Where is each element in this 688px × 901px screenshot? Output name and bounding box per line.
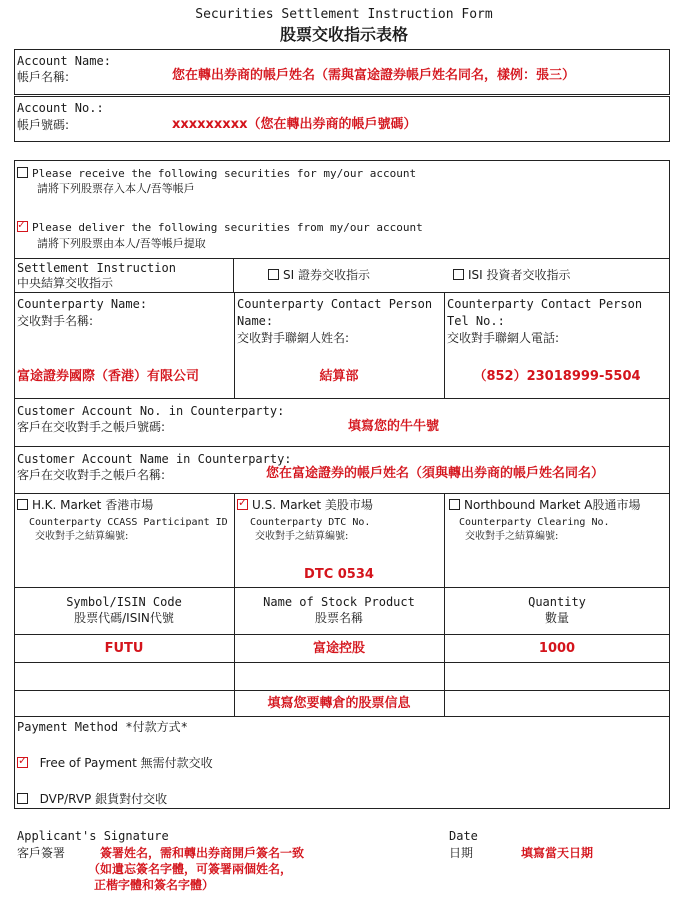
header-name-en: Name of Stock Product (263, 595, 415, 609)
us-sub-zh: 交收對手之結算編號: (255, 531, 349, 542)
header-name-zh: 股票名稱 (314, 611, 363, 625)
account-no-value[interactable]: xxxxxxxxx（您在轉出券商的帳戶號碼） (172, 117, 417, 132)
signature-label-en: Applicant's Signature (17, 829, 169, 843)
si-label: SI 證券交收指示 (283, 268, 370, 282)
hk-market-checkbox[interactable] (17, 499, 28, 510)
customer-account-name-label-zh: 客戶在交收對手之帳戶名稱: (17, 468, 166, 482)
signature-note-1[interactable]: 簽署姓名，需和轉出券商開戶簽名一致 (100, 846, 305, 860)
si-option[interactable] (268, 268, 370, 282)
stock-symbol[interactable]: FUTU (104, 641, 144, 656)
hk-sub-en: Counterparty CCASS Participant ID (29, 517, 228, 528)
nb-sub-zh: 交收對手之結算編號: (465, 531, 559, 542)
hk-market-option[interactable] (17, 498, 153, 512)
counterparty-name-label-en: Counterparty Name: (17, 297, 148, 311)
hk-market-label: H.K. Market 香港市場 (32, 498, 154, 512)
settlement-label-zh: 中央結算交收指示 (17, 276, 114, 290)
signature-label-zh: 客戶簽署 (17, 846, 66, 860)
nb-market-checkbox[interactable] (449, 499, 460, 510)
stock-info-note: 填寫您要轉倉的股票信息 (267, 696, 411, 711)
contact-label-zh: 交收對手聯網人姓名: (237, 331, 350, 345)
settlement-label-en: Settlement Instruction (17, 261, 176, 275)
receive-label-zh: 請將下列股票存入本人/吾等帳戶 (37, 182, 195, 195)
header-quantity-en: Quantity (528, 595, 586, 609)
contact-label-en2: Name: (237, 314, 274, 328)
deliver-checkbox[interactable] (17, 221, 28, 232)
signature-note-2: （如遺忘簽名字體，可簽署兩個姓名， (88, 862, 293, 876)
contact-value[interactable]: 結算部 (319, 369, 359, 384)
nb-market-option[interactable] (449, 498, 640, 512)
tel-value[interactable]: （852）23018999-5504 (473, 369, 641, 384)
isi-checkbox[interactable] (453, 269, 464, 280)
fop-label: Free of Payment 無需付款交收 (39, 756, 213, 770)
us-market-label: U.S. Market 美股市場 (252, 498, 373, 512)
deliver-label-en: Please deliver the following securities from my/our account (32, 221, 423, 234)
account-no-label-en: Account No.: (17, 101, 104, 115)
payment-method-label: Payment Method *付款方式* (17, 720, 188, 734)
header-symbol-zh: 股票代碼/ISIN代號 (74, 611, 174, 625)
dvp-option[interactable] (17, 792, 167, 806)
us-dtc-value[interactable]: DTC 0534 (304, 567, 374, 582)
us-market-option[interactable] (237, 498, 373, 512)
tel-label-en1: Counterparty Contact Person (447, 297, 643, 311)
title-en: Securities Settlement Instruction Form (195, 7, 493, 22)
customer-account-no-value[interactable]: 填寫您的牛牛號 (348, 419, 440, 434)
account-no-label-zh: 帳戶號碼: (17, 118, 70, 132)
customer-account-no-label-zh: 客戶在交收對手之帳戶號碼: (17, 420, 166, 434)
dvp-checkbox[interactable] (17, 793, 28, 804)
deliver-label-zh: 請將下列股票由本人/吾等帳戶提取 (37, 237, 206, 250)
receive-checkbox[interactable] (17, 167, 28, 178)
fop-checkbox[interactable] (17, 757, 28, 768)
si-checkbox[interactable] (268, 269, 279, 280)
nb-sub-en: Counterparty Clearing No. (459, 517, 610, 528)
us-market-checkbox[interactable] (237, 499, 248, 510)
receive-label-en: Please receive the following securities for my/our account (32, 167, 417, 180)
dvp-label: DVP/RVP 銀貨對付交收 (39, 792, 168, 806)
fop-option[interactable] (17, 756, 213, 770)
stock-name[interactable]: 富途控股 (312, 641, 365, 656)
counterparty-name-value[interactable]: 富途證券國際（香港）有限公司 (17, 369, 200, 384)
account-name-value[interactable]: 您在轉出券商的帳戶姓名（需與富途證券帳戶姓名同名，樣例：張三） (172, 68, 576, 83)
customer-account-name-label-en: Customer Account Name in Counterparty: (17, 452, 292, 466)
receive-option[interactable] (17, 167, 416, 181)
tel-label-en2: Tel No.: (447, 314, 505, 328)
account-name-label-en: Account Name: (17, 54, 111, 68)
nb-market-label: Northbound Market A股通市場 (464, 498, 641, 512)
deliver-option[interactable] (17, 221, 423, 235)
customer-account-name-value[interactable]: 您在富途證券的帳戶姓名（須與轉出券商的帳戶姓名同名） (266, 466, 605, 481)
customer-account-no-label-en: Customer Account No. in Counterparty: (17, 404, 285, 418)
date-label-zh: 日期 (449, 846, 474, 860)
counterparty-name-label-zh: 交收對手名稱: (17, 314, 94, 328)
isi-label: ISI 投資者交收指示 (468, 268, 571, 282)
date-value[interactable]: 填寫當天日期 (521, 846, 594, 860)
signature-note-3: 正楷字體和簽名字體） (94, 878, 215, 892)
hk-sub-zh: 交收對手之結算編號: (35, 531, 129, 542)
header-quantity-zh: 數量 (544, 611, 569, 625)
account-name-label-zh: 帳戶名稱: (17, 70, 70, 84)
header-symbol-en: Symbol/ISIN Code (66, 595, 182, 609)
us-sub-en: Counterparty DTC No. (250, 517, 371, 528)
stock-quantity[interactable]: 1000 (538, 641, 576, 656)
contact-label-en1: Counterparty Contact Person (237, 297, 433, 311)
tel-label-zh: 交收對手聯網人電話: (447, 331, 560, 345)
date-label-en: Date (449, 829, 478, 843)
isi-option[interactable] (453, 268, 571, 282)
title-zh: 股票交收指示表格 (279, 25, 408, 44)
